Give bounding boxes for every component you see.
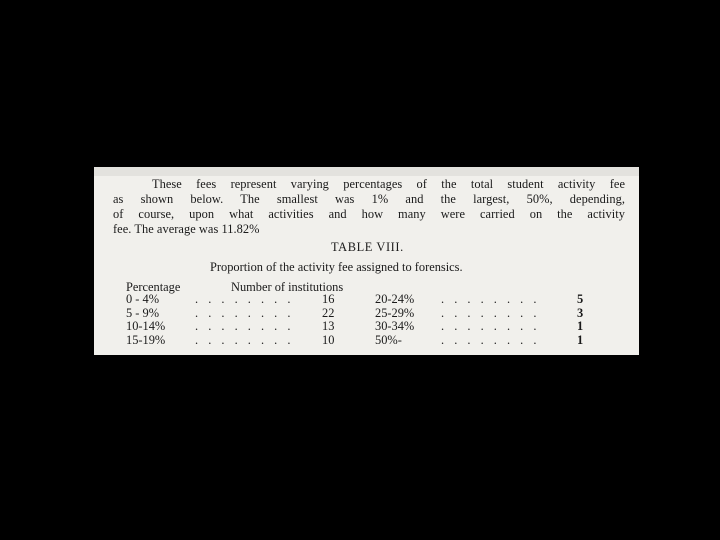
dot-leader: . . . . . . . . (195, 306, 294, 320)
dot-leader: . . . . . . . . (441, 292, 540, 306)
body-paragraph (113, 177, 625, 237)
table-row (94, 334, 639, 347)
count-left: 16 (322, 292, 335, 306)
paragraph-line: of course, upon what activities and how many were carried on the activity (113, 207, 625, 221)
range-left: 5 - 9% (126, 306, 160, 320)
count-right: 5 (577, 292, 584, 306)
range-right: 25-29% (375, 306, 415, 320)
range-right: 50%- (375, 333, 402, 347)
paragraph-line: These fees represent varying percentages of the total student activity fee (152, 177, 625, 191)
column-header-institutions: Number of institutions (231, 280, 344, 294)
count-left: 22 (322, 306, 335, 320)
count-right: 3 (577, 306, 584, 320)
paragraph-line: fee. The average was 11.82% (113, 222, 260, 236)
range-right: 20-24% (375, 292, 415, 306)
range-left: 0 - 4% (126, 292, 160, 306)
table-row (94, 320, 639, 333)
table-row (94, 293, 639, 306)
column-header-percentage: Percentage (126, 280, 181, 294)
dot-leader: . . . . . . . . (441, 333, 540, 347)
table-caption: Proportion of the activity fee assigned to forensics. (210, 260, 463, 274)
count-left: 10 (322, 333, 335, 347)
count-right: 1 (577, 333, 584, 347)
dot-leader: . . . . . . . . (195, 333, 294, 347)
count-left: 13 (322, 319, 335, 333)
scan-edge (94, 167, 639, 176)
scanned-page-excerpt (94, 167, 639, 355)
range-left: 15-19% (126, 333, 166, 347)
dot-leader: . . . . . . . . (195, 292, 294, 306)
table-title: TABLE VIII. (331, 240, 404, 254)
dot-leader: . . . . . . . . (195, 319, 294, 333)
count-right: 1 (577, 319, 584, 333)
dot-leader: . . . . . . . . (441, 319, 540, 333)
range-right: 30-34% (375, 319, 415, 333)
dot-leader: . . . . . . . . (441, 306, 540, 320)
table-row (94, 307, 639, 320)
paragraph-line: as shown below. The smallest was 1% and the largest, 50%, depending, (113, 192, 625, 206)
range-left: 10-14% (126, 319, 166, 333)
